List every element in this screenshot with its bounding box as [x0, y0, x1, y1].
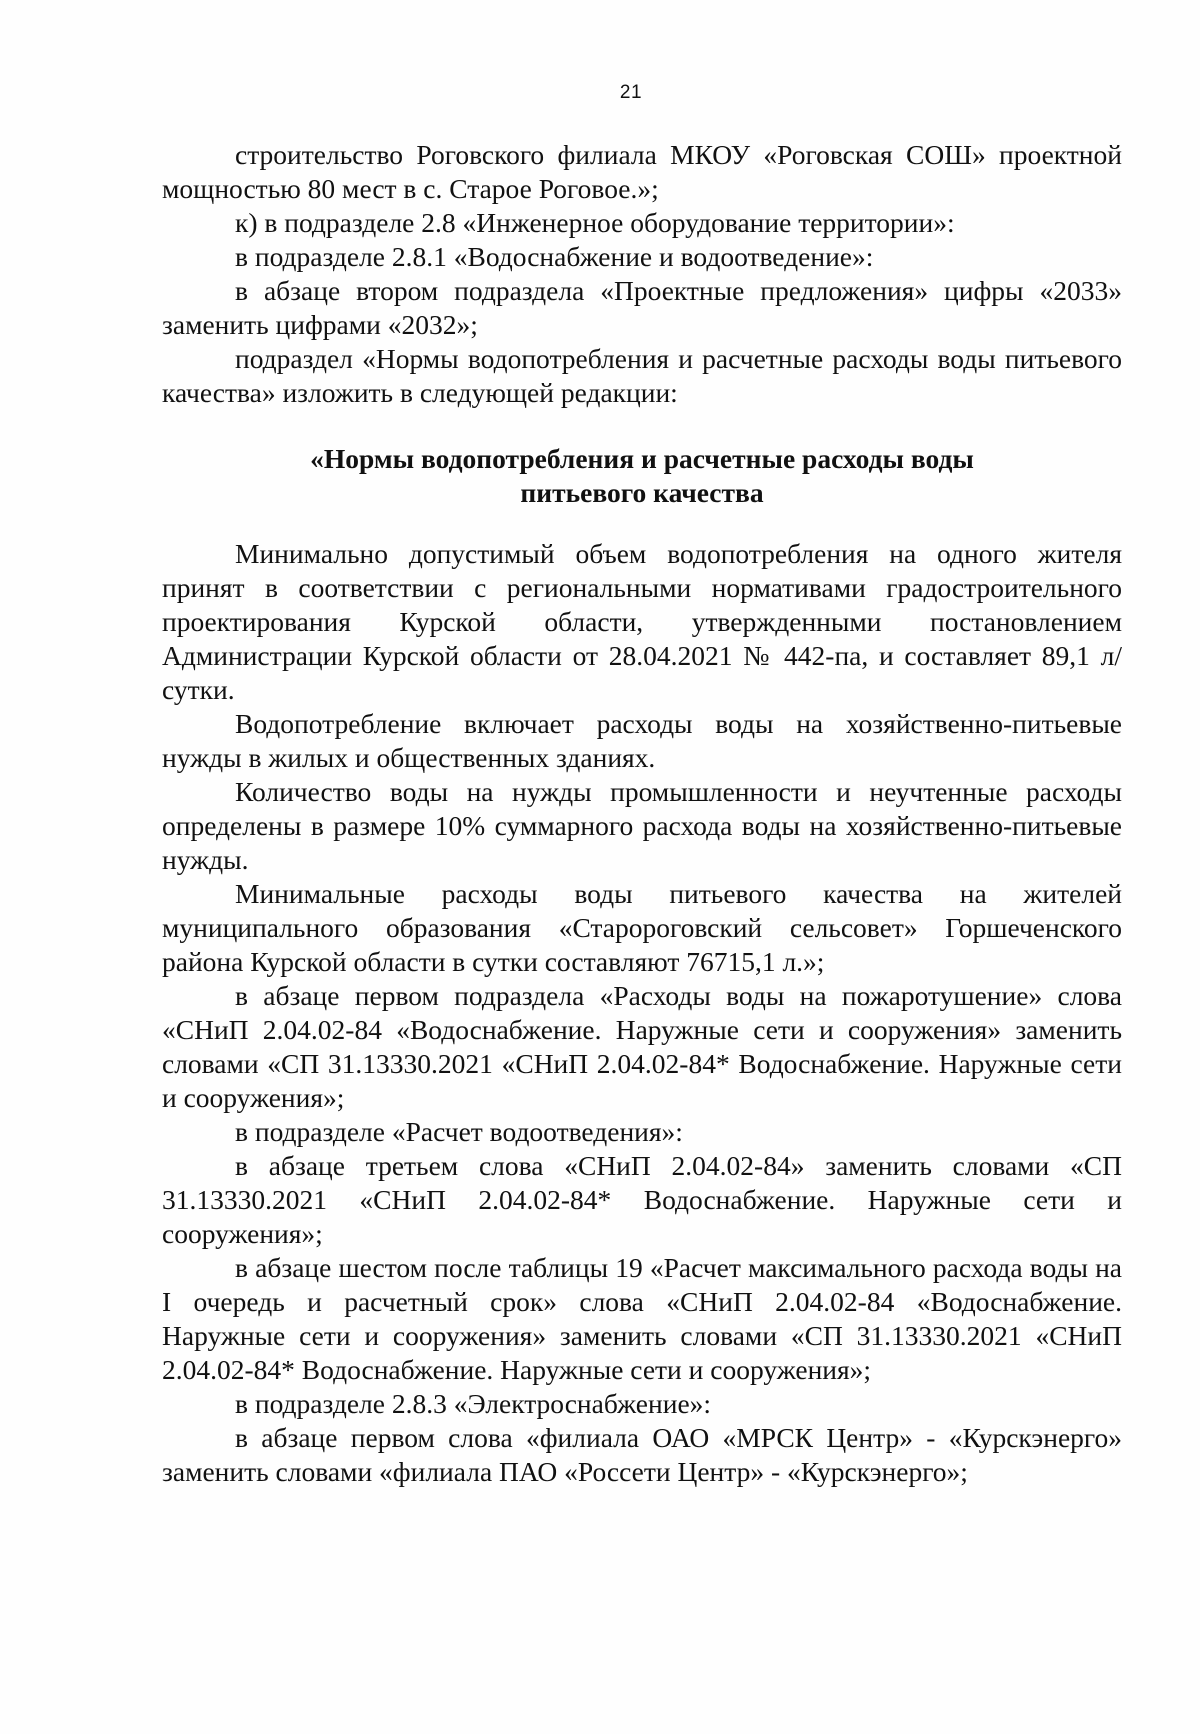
paragraph: в абзаце первом слова «филиала ОАО «МРСК Центр» - «Курскэнерго» заменить словами «филиала ПАО «Россети Центр» - «Курскэнерго»;: [162, 1422, 1122, 1487]
paragraph: Водопотребление включает расходы воды на хозяйственно-питьевые нужды в жилых и общественных зданиях.: [162, 708, 1122, 773]
paragraph: в подразделе «Расчет водоотведения»:: [235, 1116, 683, 1147]
section-heading: [162, 442, 1122, 510]
paragraph: в подразделе 2.8.1 «Водоснабжение и водоотведение»:: [235, 241, 874, 272]
section-heading-line: питьевого качества: [520, 477, 764, 508]
paragraph: в абзаце первом подраздела «Расходы воды на пожаротушение» слова «СНиП 2.04.02-84 «Водоснабжение. Наружные сети и сооружения» заменить словами «СП 31.13330.2021 «СНиП 2.04.02-84* Водоснабжение. Наружные сети и сооружения»;: [162, 980, 1122, 1113]
paragraph: к) в подразделе 2.8 «Инженерное оборудование территории»:: [235, 207, 955, 238]
paragraph: в абзаце втором подраздела «Проектные предложения» цифры «2033» заменить цифрами «2032»;: [162, 275, 1122, 340]
paragraph: строительство Роговского филиала МКОУ «Роговская СОШ» проектной мощностью 80 мест в с. Старое Роговое.»;: [162, 139, 1122, 204]
paragraph: в абзаце шестом после таблицы 19 «Расчет максимального расхода воды на I очередь и расчетный срок» слова «СНиП 2.04.02-84 «Водоснабжение. Наружные сети и сооружения» заменить словами «СП 31.13330.2021 «СНиП 2.04.02-84* Водоснабжение. Наружные сети и сооружения»;: [162, 1252, 1122, 1385]
paragraph: подраздел «Нормы водопотребления и расчетные расходы воды питьевого качества» изложить в следующей редакции:: [162, 343, 1122, 408]
paragraph: Количество воды на нужды промышленности и неучтенные расходы определены в размере 10% суммарного расхода воды на хозяйственно-питьевые нужды.: [162, 776, 1122, 875]
section-heading-line: «Нормы водопотребления и расчетные расходы воды: [310, 443, 974, 474]
paragraph: в подразделе 2.8.3 «Электроснабжение»:: [235, 1388, 712, 1419]
page-number: 21: [619, 82, 643, 103]
paragraph: Минимальные расходы воды питьевого качества на жителей муниципального образования «Старороговский сельсовет» Горшеченского района Курской области в сутки составляют 76715,1 л.»;: [162, 878, 1122, 977]
paragraph: Минимально допустимый объем водопотребления на одного жителя принят в соответствии с региональными нормативами градостроительного проектирования Курской области, утвержденными постановлением Администрации Курской области от 28.04.2021 № 442-па, и составляет 89,1 л/сутки.: [162, 538, 1122, 705]
document-body: [162, 138, 1122, 1489]
paragraph: в абзаце третьем слова «СНиП 2.04.02-84» заменить словами «СП 31.13330.2021 «СНиП 2.04.02-84* Водоснабжение. Наружные сети и сооружения»;: [162, 1150, 1122, 1249]
